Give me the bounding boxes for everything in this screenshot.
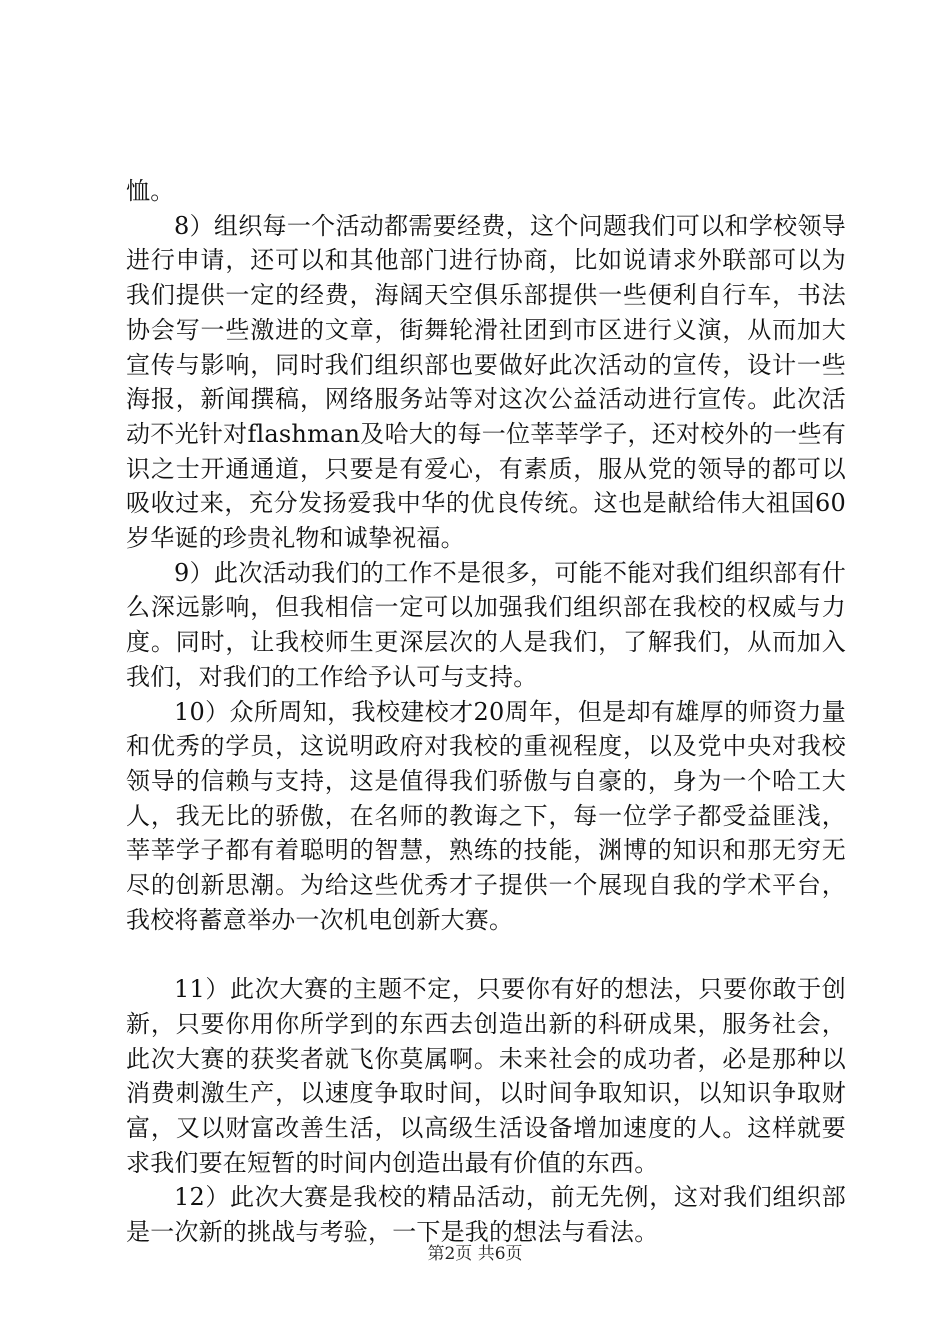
document-body — [126, 174, 846, 1250]
paragraph-11: 11）此次大赛的主题不定，只要你有好的想法，只要你敢于创新，只要你用你所学到的东西去创造出新的科研成果，服务社会，此次大赛的获奖者就飞你莫属啊。未来社会的成功者，必是那种以消费刺激生产，以速度争取时间，以时间争取知识，以知识争取财富，又以财富改善生活，以高级生活设备增加速度的人。这样就要求我们要在短暂的时间内创造出最有价值的东西。 — [126, 975, 846, 1177]
page-footer: 第2页 共6页 — [427, 1244, 523, 1264]
paragraph-10: 10）众所周知，我校建校才20周年，但是却有雄厚的师资力量和优秀的学员，这说明政府对我校的重视程度，以及党中央对我校领导的信赖与支持，这是值得我们骄傲与自豪的，身为一个哈工大人，我无比的骄傲，在名师的教诲之下，每一位学子都受益匪浅，莘莘学子都有着聪明的智慧，熟练的技能，渊博的知识和那无穷无尽的创新思潮。为给这些优秀才子提供一个展现自我的学术平台，我校将蓄意举办一次机电创新大赛。 — [126, 697, 846, 934]
paragraph-9: 9）此次活动我们的工作不是很多，可能不能对我们组织部有什么深远影响，但我相信一定可以加强我们组织部在我校的权威与力度。同时，让我校师生更深层次的人是我们，了解我们，从而加入我们，对我们的工作给予认可与支持。 — [126, 558, 846, 691]
paragraph-8: 8）组织每一个活动都需要经费，这个问题我们可以和学校领导进行申请，还可以和其他部门进行协商，比如说请求外联部可以为我们提供一定的经费，海阔天空俱乐部提供一些便利自行车，书法协会写一些激进的文章，街舞轮滑社团到市区进行义演，从而加大宣传与影响，同时我们组织部也要做好此次活动的宣传，设计一些海报，新闻撰稿，网络服务站等对这次公益活动进行宣传。此次活动不光针对flashman及哈大的每一位莘莘学子，还对校外的一些有识之士开通通道，只要是有爱心，有素质，服从党的领导的都可以吸收过来，充分发扬爱我中华的优良传统。这也是献给伟大祖国60岁华诞的珍贵礼物和诚挚祝福。 — [126, 211, 846, 553]
paragraph-spacer — [126, 937, 846, 972]
paragraph-12: 12）此次大赛是我校的精品活动，前无先例，这对我们组织部是一次新的挑战与考验，一下是我的想法与看法。 — [126, 1183, 846, 1247]
paragraph-continuation: 恤。 — [126, 177, 175, 205]
